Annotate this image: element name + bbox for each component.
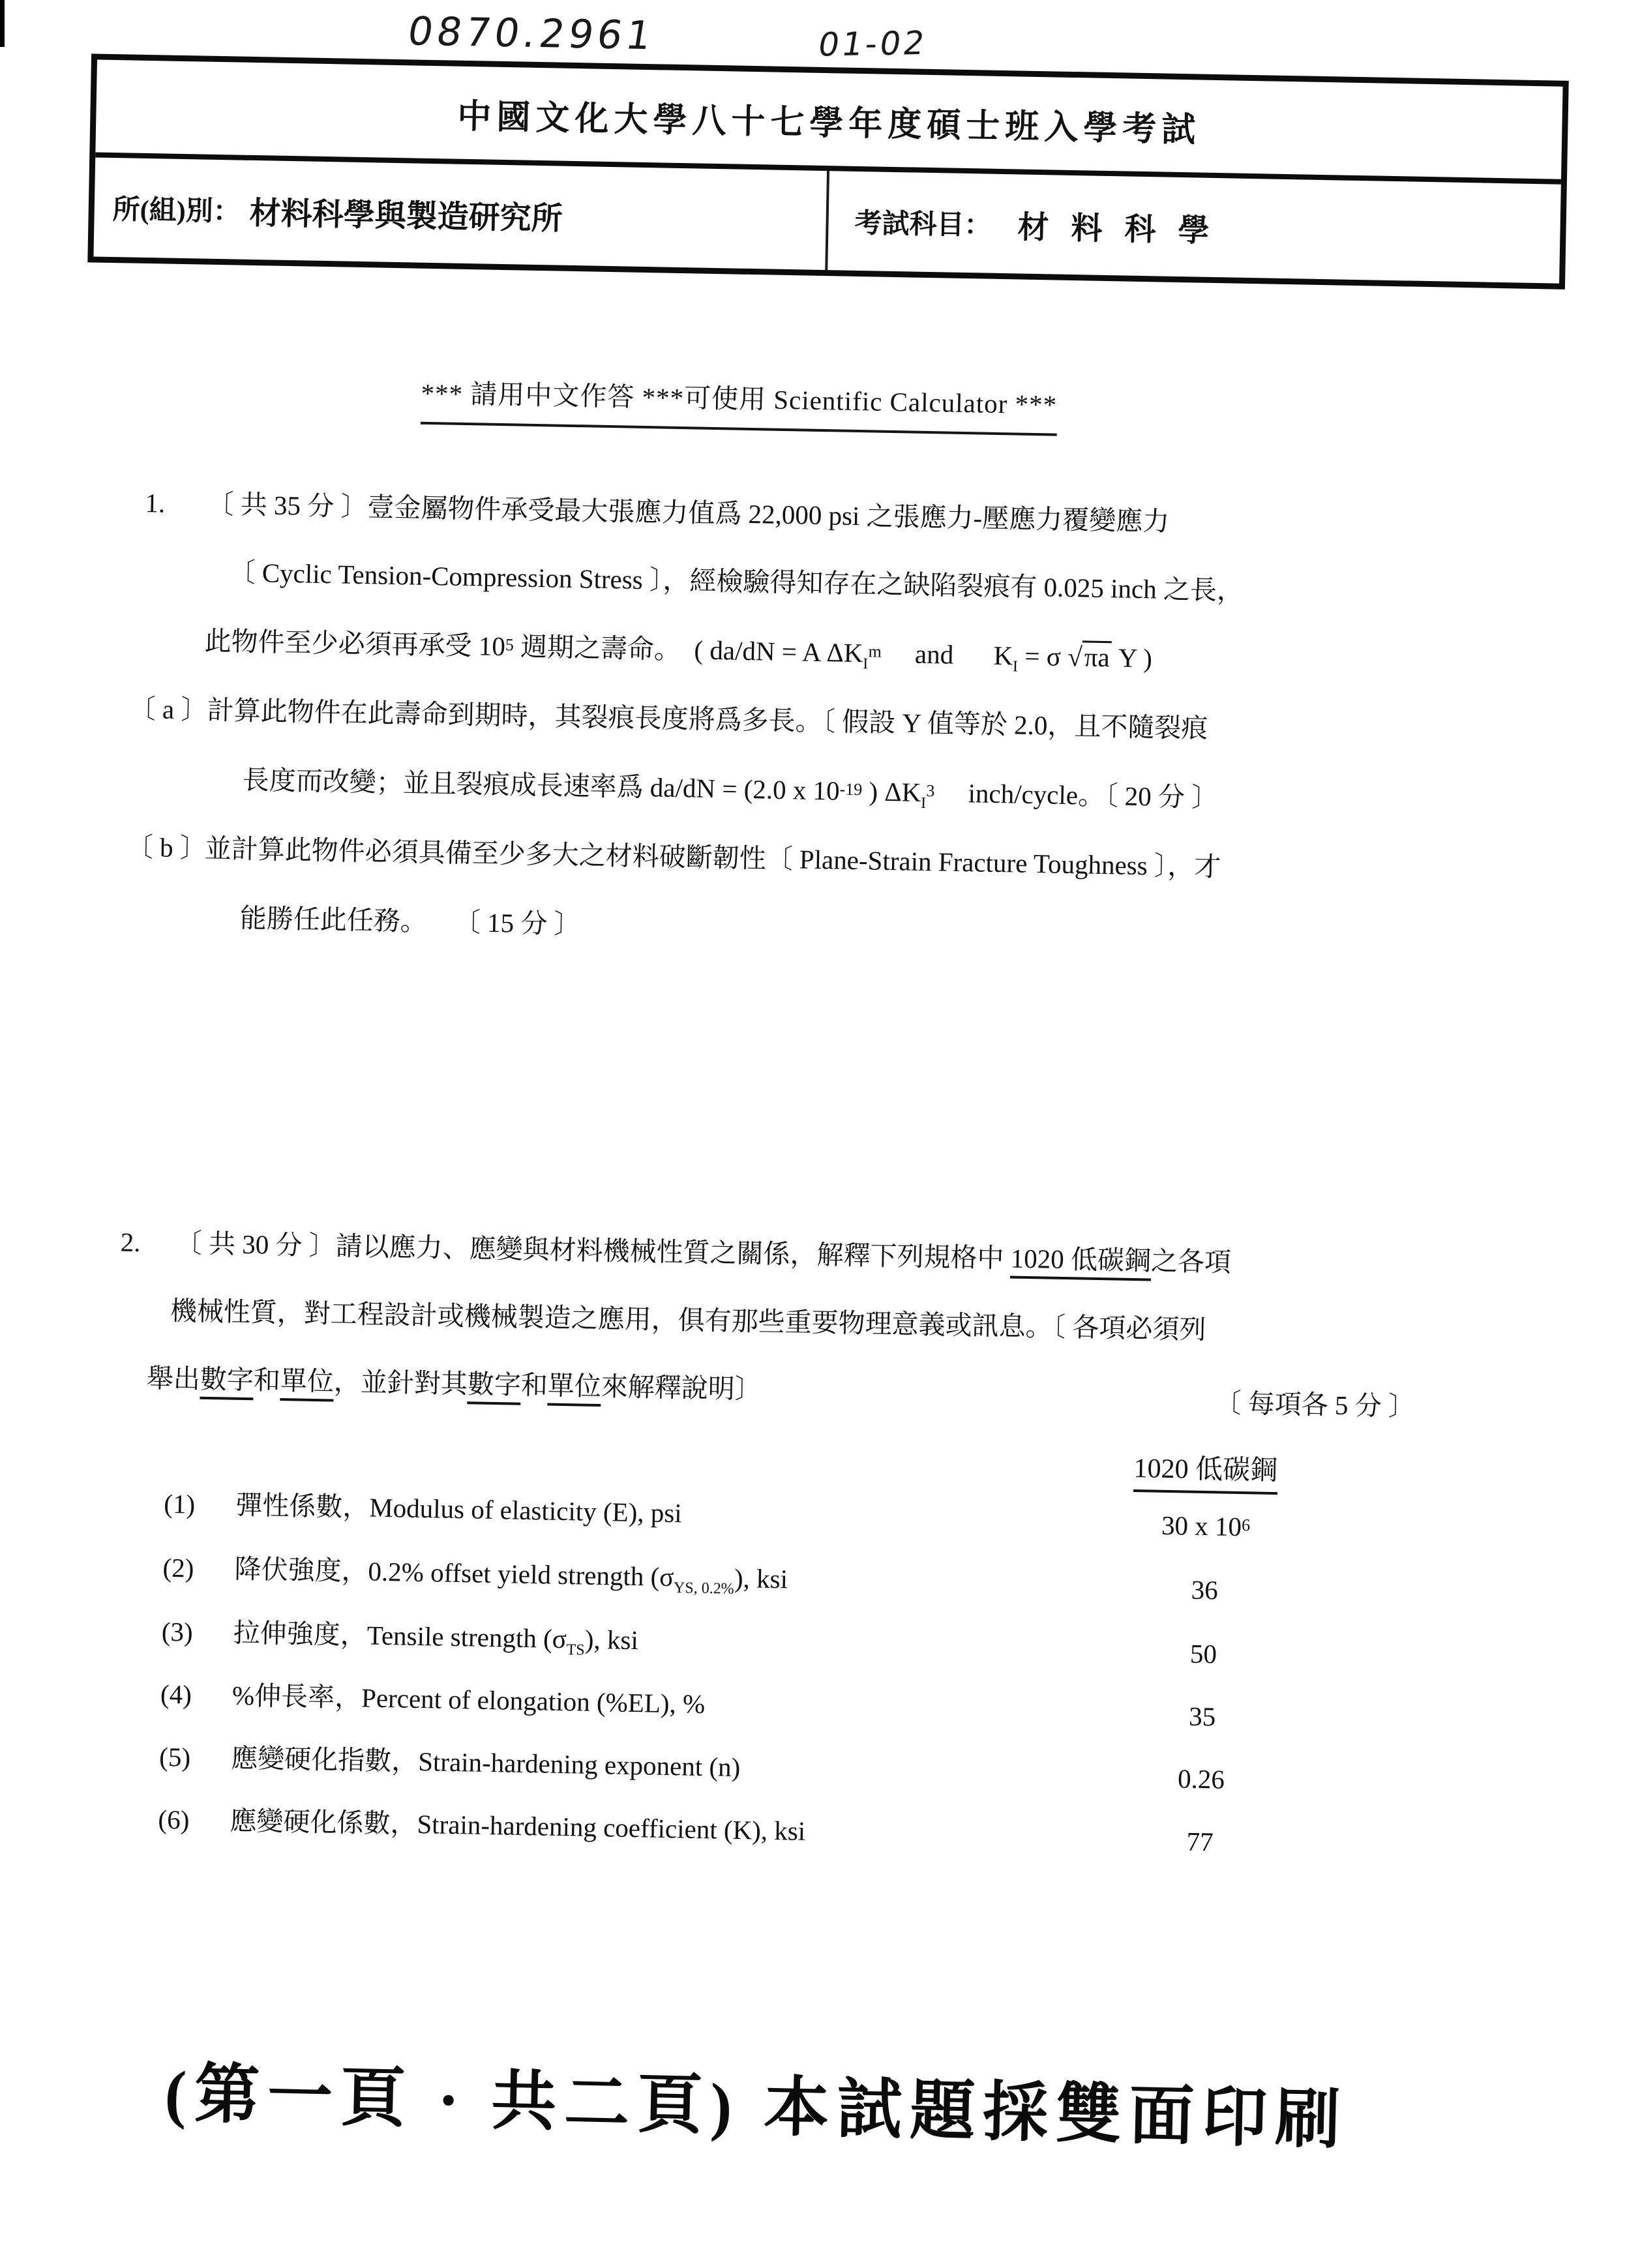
table-row-num: (4)	[160, 1679, 192, 1710]
department-value: 材料科學與製造研究所	[249, 196, 563, 237]
handwritten-code: 0870.2961	[404, 8, 659, 59]
table-row-value: 35	[1188, 1701, 1216, 1732]
underlined-term: 單位	[280, 1365, 334, 1401]
sqrt-sign: √	[1067, 641, 1083, 672]
department-label: 所(組)別：	[112, 195, 241, 228]
q1-line1: 〔 共 35 分 〕壹金屬物件承受最大張應力值爲 22,000 psi 之張應力-壓應力覆變應力	[207, 488, 1170, 537]
page-footer: (第一頁 · 共二頁) 本試題採雙面印刷	[164, 2057, 1349, 2157]
answer-instructions: *** 請用中文作答 ***可使用 Scientific Calculator ***	[421, 372, 1058, 436]
q1a-tag: 〔 a 〕	[128, 693, 208, 725]
q1a-line2-formula: 長度而改變；並且裂痕成長速率爲 da/dN = (2.0 x $10^{-19}$ ) $\Delta K_I^3$ inch/cycle。〔 20 分 〕	[242, 764, 1219, 813]
table-row-num: (2)	[162, 1552, 194, 1583]
q1b-tag: 〔 b 〕	[126, 831, 207, 863]
table-row-label: 彈性係數，Modulus of elasticity (E), psi	[235, 1489, 683, 1529]
table-row-value: 77	[1186, 1826, 1214, 1857]
exponent: m	[868, 642, 882, 661]
table-row-value: 36	[1191, 1574, 1219, 1605]
exponent: 5	[505, 635, 514, 655]
subscript: I	[1012, 658, 1019, 676]
underlined-term: 1020 低碳鋼	[1010, 1244, 1151, 1281]
department-cell	[93, 158, 827, 271]
subscript: I	[863, 655, 869, 673]
q2-line3: 舉出數字和單位，並針對其數字和單位來解釋說明〕	[146, 1360, 762, 1407]
table-row-num: (1)	[163, 1488, 196, 1519]
handwritten-page-number: 01-02	[815, 24, 931, 64]
q1-number: 1.	[145, 487, 166, 518]
table-row-num: (5)	[158, 1741, 191, 1772]
table-row-label: 降伏強度，0.2% offset yield strength $(\sigma_{YS, 0.2\%})$, ksi	[234, 1553, 788, 1598]
q1b-line1: 並計算此物件必須具備至少多大之材料破斷韌性〔 Plane-Strain Fracture Toughness 〕，才	[204, 833, 1221, 882]
sqrt-argument: πa	[1082, 640, 1112, 672]
subject-label: 考試科目：	[854, 208, 992, 241]
q1b-line2: 能勝任此任務。 〔 15 分 〕	[239, 903, 581, 940]
q1-line3-text: 此物件至少必須再承受 10	[204, 625, 506, 662]
subject-cell	[827, 171, 1561, 284]
table-row-label: 應變硬化係數，Strain-hardening coefficient (K), ksi	[230, 1805, 806, 1846]
underlined-term: 數字	[200, 1364, 254, 1400]
q2-number: 2.	[120, 1227, 141, 1258]
table-row-label: %伸長率，Percent of elongation (%EL), %	[231, 1680, 706, 1720]
q1a-line1: 計算此物件在此壽命到期時，其裂痕長度將爲多長。〔 假設 Y 值等於 2.0，且不隨裂痕	[207, 694, 1208, 743]
subscript: I	[920, 794, 927, 813]
table-row-label: 拉伸強度，Tensile strength $(\sigma_{TS})$, ksi	[233, 1617, 639, 1659]
exponent: 3	[926, 781, 935, 801]
q1-line3-formula: 此物件至少必須再承受 $10^5$ 週期之壽命。 ( da/dN = A $\Delta K_I^m$ and $K_I = \sigma$ √πa Y )	[204, 625, 1153, 676]
subject-value: 材料科學	[1017, 209, 1232, 248]
table-row-value: 30 x $10^6$	[1161, 1510, 1251, 1542]
exponent: 6	[1241, 1515, 1251, 1535]
exponent: -19	[839, 779, 863, 799]
underlined-term: 數字	[467, 1369, 521, 1405]
table-row-value: 50	[1189, 1638, 1217, 1669]
table-row-num: (6)	[158, 1804, 190, 1835]
table-row-value: 0.26	[1177, 1763, 1225, 1795]
table-row-num: (3)	[161, 1616, 194, 1647]
exam-header-box	[87, 53, 1568, 289]
underlined-term: 單位	[547, 1371, 601, 1407]
table-row-label: 應變硬化指數，Strain-hardening exponent (n)	[230, 1742, 741, 1783]
q2-per-item-points: 〔 每項各 5 分 〕	[1214, 1388, 1416, 1422]
table-column-header: 1020 低碳鋼	[1133, 1446, 1278, 1495]
q2-line2: 機械性質，對工程設計或機械製造之應用，俱有那些重要物理意義或訊息。〔 各項必須列	[170, 1295, 1206, 1345]
q1-line2: 〔 Cyclic Tension-Compression Stress 〕，經檢驗得知存在之缺陷裂痕有 0.025 inch 之長，	[228, 557, 1244, 606]
q2-line1: 〔 共 30 分 〕請以應力、應變與材料機械性質之關係，解釋下列規格中 1020 低碳鋼之各項	[175, 1225, 1231, 1280]
exam-title: 中國文化大學八十七學年度碩士班入學考試	[456, 98, 1201, 149]
